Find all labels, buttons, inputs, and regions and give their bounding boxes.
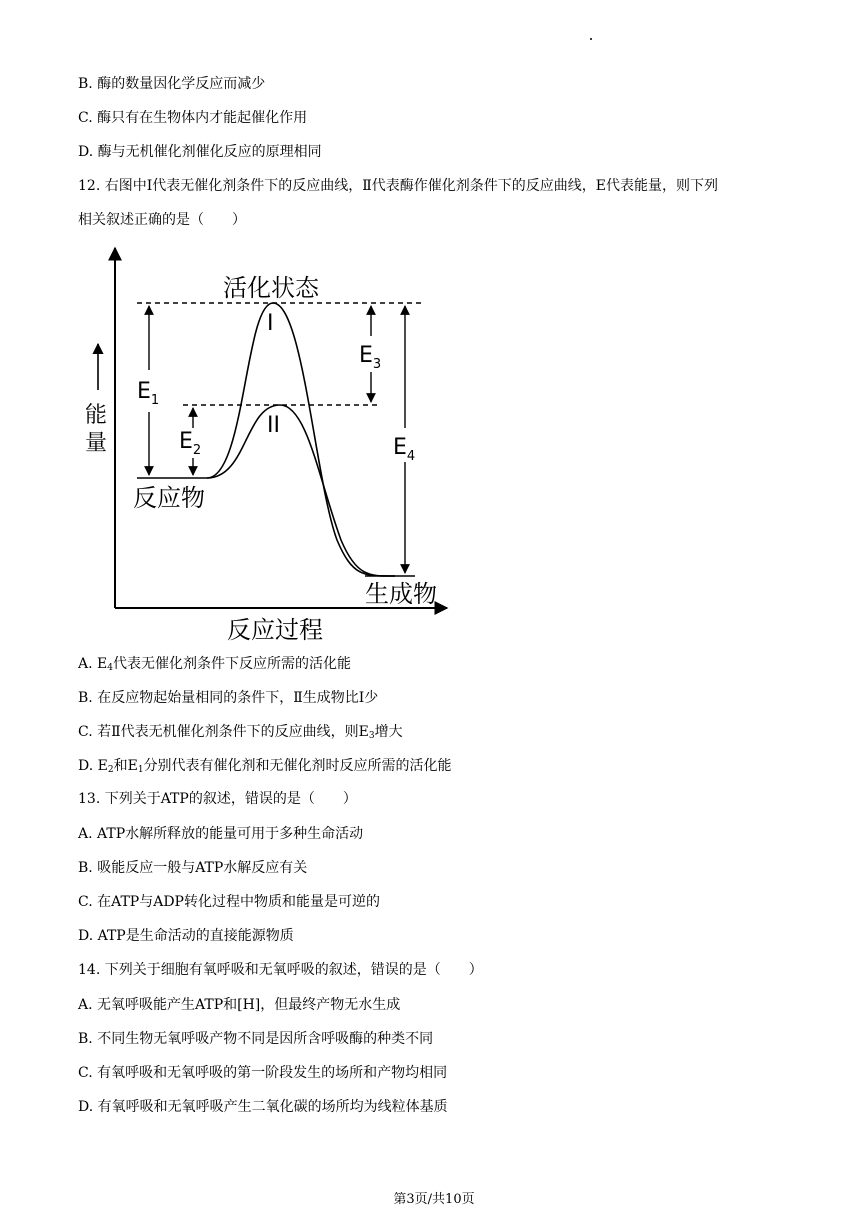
energy-diagram [75,240,465,645]
curve-i-label: I [267,311,274,336]
q11-option-d[interactable]: D. 酶与无机催化剂催化反应的原理相同 [78,144,322,160]
activated-state-label: 活化状态 [223,274,319,302]
q14-option-c[interactable]: C. 有氧呼吸和无氧呼吸的第一阶段发生的场所和产物均相同 [78,1065,448,1081]
q11-option-c[interactable]: C. 酶只有在生物体内才能起催化作用 [78,110,308,126]
q14-option-a[interactable]: A. 无氧呼吸能产生ATP和[H]，但最终产物无水生成 [78,997,401,1013]
q12-stem-line1: 12. 右图中Ⅰ代表无催化剂条件下的反应曲线，Ⅱ代表酶作催化剂条件下的反应曲线，E代表能量，则下列 [78,178,718,194]
q14-option-b[interactable]: B. 不同生物无氧呼吸产物不同是因所含呼吸酶的种类不同 [78,1031,434,1047]
q12-option-c[interactable]: C. 若Ⅱ代表无机催化剂条件下的反应曲线，则$E_3$增大 [78,724,403,741]
page-footer: 第3页/共10页 [393,1192,475,1207]
reactant-label: 反应物 [133,484,205,512]
q12-option-b[interactable]: B. 在反应物起始量相同的条件下，Ⅱ生成物比Ⅰ少 [78,690,379,706]
q14-option-d[interactable]: D. 有氧呼吸和无氧呼吸产生二氧化碳的场所均为线粒体基质 [78,1099,448,1115]
scan-dot [590,38,592,40]
q13-option-a[interactable]: A. ATP水解所释放的能量可用于多种生命活动 [78,826,364,842]
product-label: 生成物 [365,580,437,608]
q13-option-b[interactable]: B. 吸能反应一般与ATP水解反应有关 [78,860,308,876]
q12-option-d[interactable]: D. $E_2$和$E_1$分别代表有催化剂和无催化剂时反应所需的活化能 [78,758,452,775]
q12-stem-line2: 相关叙述正确的是（ ） [78,212,246,228]
q14-stem: 14. 下列关于细胞有氧呼吸和无氧呼吸的叙述，错误的是（ ） [78,962,483,978]
e2-label: $E_2$ [179,429,202,458]
x-axis-label: 反应过程 [227,616,323,644]
curve-ii-label: II [267,413,280,438]
q13-stem: 13. 下列关于ATP的叙述，错误的是（ ） [78,791,357,807]
e3-label: $E_3$ [359,343,382,372]
q13-option-d[interactable]: D. ATP是生命活动的直接能源物质 [78,928,294,944]
q13-option-c[interactable]: C. 在ATP与ADP转化过程中物质和能量是可逆的 [78,894,380,910]
q11-option-b[interactable]: B. 酶的数量因化学反应而减少 [78,76,266,92]
q12-option-a[interactable]: A. $E_4$代表无催化剂条件下反应所需的活化能 [78,656,351,673]
e4-label: $E_4$ [393,435,416,464]
e1-label: $E_1$ [137,379,160,408]
y-label-char-2: 量 [85,431,108,456]
y-label-char-1: 能 [85,403,108,428]
